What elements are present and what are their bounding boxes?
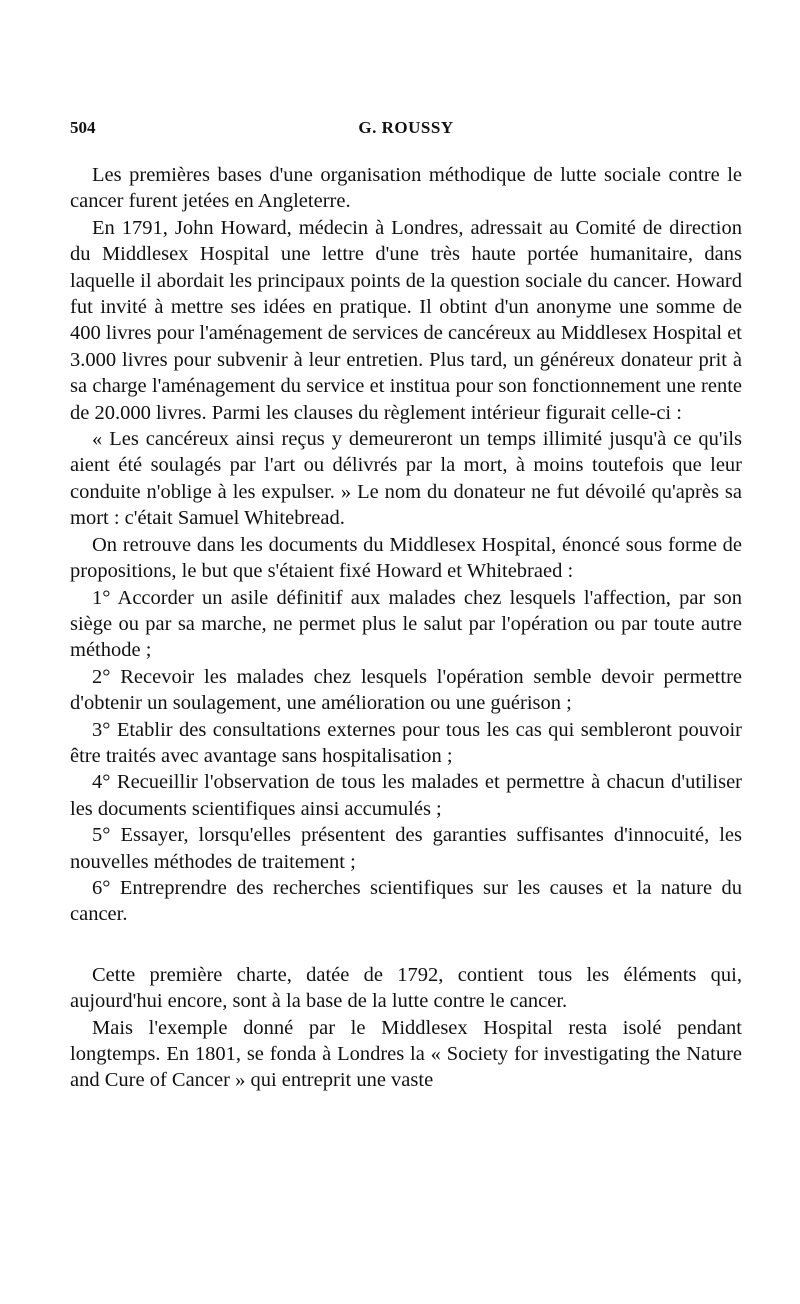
paragraph-charter: Cette première charte, datée de 1792, contient tous les éléments qui, aujourd'hui encore, sont à la base de la lutte contre le cancer. bbox=[70, 963, 742, 1013]
list-item: 3° Etablir des consultations externes pour tous les cas qui sembleront pouvoir être traités avec avantage sans hospitalisation ; bbox=[70, 718, 742, 767]
list-item: 2° Recevoir les malades chez lesquels l'opération semble devoir permettre d'obtenir un soulagement, une amélioration ou une guérison ; bbox=[70, 665, 742, 715]
page-number: 504 bbox=[70, 118, 96, 137]
paragraph-howard: En 1791, John Howard, médecin à Londres, adressait au Comité de direction du Middlesex Hospital une lettre d'une très haute portée humanitaire, dans laquelle il abordait les principaux points de la question sociale du cancer. Howard fut invité à mettre ses idées en pratique. Il obtint d'un anonyme une somme de 400 livres pour l'aménagement de services de cancéreux au Middlesex Hospital et 3.000 livres pour subvenir à leur entretien. Plus tard, un généreux donateur prit à sa charge l'aménagement du service et institua pour son fonctionnement une rente de 20.000 livres. Parmi les clauses du règlement intérieur figurait celle-ci : bbox=[70, 216, 742, 424]
paragraph-intro: Les premières bases d'une organisation méthodique de lutte sociale contre le cancer furent jetées en Angleterre. bbox=[70, 164, 742, 213]
paragraph-quote: « Les cancéreux ainsi reçus y demeureront un temps illimité jusqu'à ce qu'ils aient été soulagés par l'art ou délivrés par la mort, à moins toutefois que leur conduite n'oblige à les expulser. » Le nom du donateur ne fut dévoilé qu'après sa mort : c'était Samuel Whitebread. bbox=[70, 428, 742, 530]
list-item: 6° Entreprendre des recherches scientifiques sur les causes et la nature du cancer. bbox=[70, 876, 742, 926]
body-text bbox=[70, 162, 742, 1094]
list-item: 5° Essayer, lorsqu'elles présentent des garanties suffisantes d'innocuité, les nouvelles méthodes de traitement ; bbox=[70, 824, 742, 873]
running-head: G. ROUSSY bbox=[358, 118, 454, 137]
paragraph-propositions: On retrouve dans les documents du Middlesex Hospital, énoncé sous forme de propositions, le but que s'étaient fixé Howard et Whitebraed : bbox=[70, 533, 742, 583]
document-page bbox=[70, 118, 742, 1288]
section-gap bbox=[70, 928, 742, 962]
paragraph-society: Mais l'exemple donné par le Middlesex Hospital resta isolé pendant longtemps. En 1801, se fonda à Londres la « Society for investigating the Nature and Cure of Cancer » qui entreprit une vaste bbox=[70, 1016, 742, 1092]
list-item: 4° Recueillir l'observation de tous les malades et permettre à chacun d'utiliser les documents scientifiques ainsi accumulés ; bbox=[70, 771, 742, 820]
list-item: 1° Accorder un asile définitif aux malades chez lesquels l'affection, par son siège ou par sa marche, ne permet plus le salut par l'opération ou par toute autre méthode ; bbox=[70, 586, 742, 662]
page-header bbox=[70, 118, 742, 146]
